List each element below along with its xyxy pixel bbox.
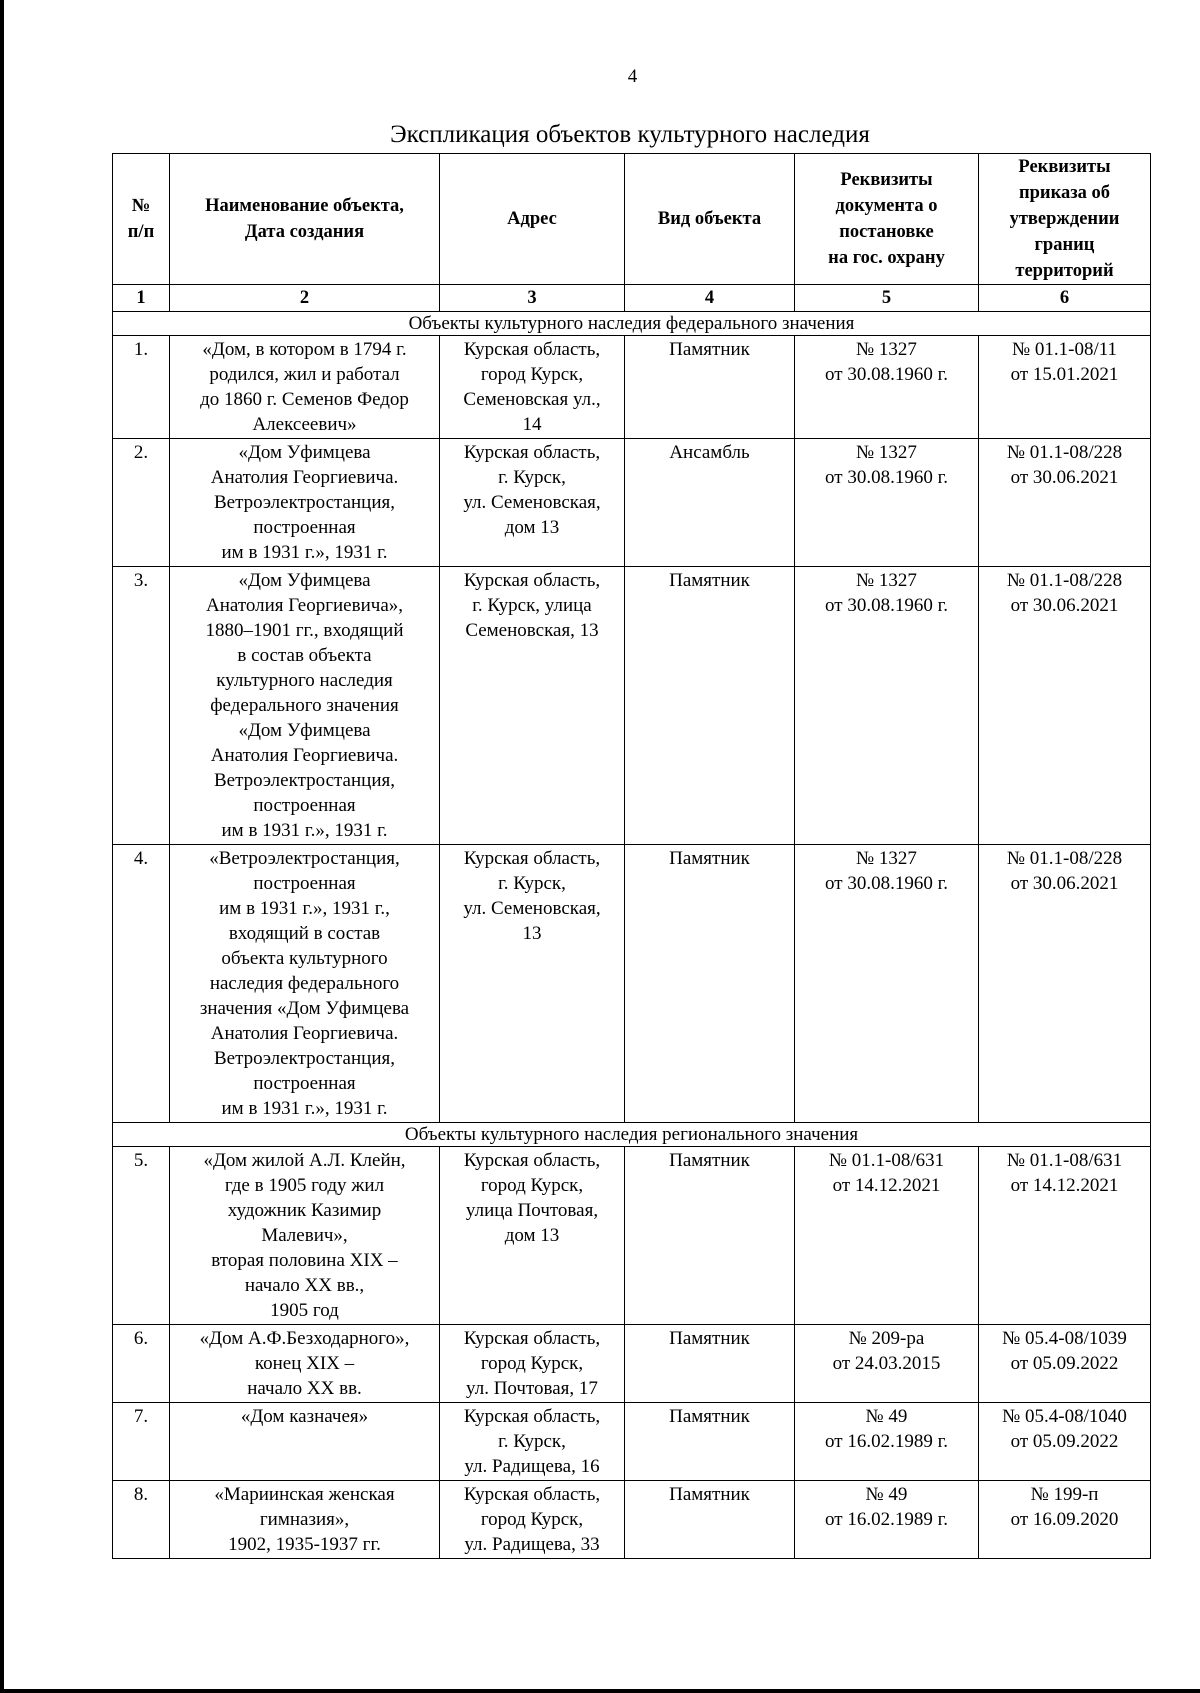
cell-name-line: Малевич», [261, 1225, 348, 1246]
table-row [113, 845, 1151, 1123]
cell-boundary-order-line: от 30.06.2021 [1010, 595, 1119, 616]
cell-address-line: 14 [522, 414, 542, 435]
cell-boundary-order [979, 1147, 1151, 1325]
cell-protection-doc-line: № 49 [865, 1406, 908, 1427]
cell-protection-doc-line: № 1327 [856, 339, 917, 360]
cell-name-line: 1905 год [270, 1300, 339, 1321]
column-header-protection-doc-line: на гос. охрану [828, 248, 945, 268]
header-row [113, 154, 1151, 285]
cell-protection-doc-line: от 16.02.1989 г. [825, 1509, 948, 1530]
cell-boundary-order-line: № 01.1-08/228 [1006, 570, 1123, 591]
cell-name [170, 845, 440, 1123]
cell-protection-doc-line: № 49 [865, 1484, 908, 1505]
cell-address-line: город Курск, [480, 1353, 584, 1374]
table-row [113, 439, 1151, 567]
cell-name-line: «Дом, в котором в 1794 г. [202, 339, 407, 360]
cell-protection-doc-line: от 14.12.2021 [832, 1175, 941, 1196]
column-header-number-line: п/п [127, 222, 155, 242]
cell-type: Памятник [625, 1325, 795, 1403]
cell-boundary-order [979, 567, 1151, 845]
cell-address-line: Курская область, [463, 1150, 601, 1171]
cell-protection-doc-line: от 16.02.1989 г. [825, 1431, 948, 1452]
column-header-address [440, 154, 625, 285]
cell-name-line: Алексеевич» [252, 414, 357, 435]
cell-type: Ансамбль [625, 439, 795, 567]
column-header-name-line: Дата создания [244, 222, 365, 242]
cell-boundary-order-line: № 01.1-08/228 [1006, 442, 1123, 463]
cell-boundary-order-line: № 01.1-08/228 [1006, 848, 1123, 869]
table-row [113, 567, 1151, 845]
cell-address-line: 13 [522, 923, 542, 944]
column-header-name [170, 154, 440, 285]
cell-boundary-order-line: от 30.06.2021 [1010, 467, 1119, 488]
cell-address-line: Семеновская, 13 [465, 620, 599, 641]
column-header-number-line: № [131, 196, 151, 216]
cell-name-line: им в 1931 г.», 1931 г. [221, 820, 388, 841]
cell-protection-doc [795, 845, 979, 1123]
column-header-protection-doc-line: документа о [835, 196, 938, 216]
cell-address [440, 567, 625, 845]
cell-type: Памятник [625, 845, 795, 1123]
cell-address-line: г. Курск, [498, 467, 566, 488]
cell-address-line: Курская область, [463, 1406, 601, 1427]
cell-number: 5. [113, 1147, 170, 1325]
cell-address [440, 1403, 625, 1481]
cell-name-line: гимназия», [259, 1509, 350, 1530]
cell-number: 8. [113, 1481, 170, 1559]
page-number: 4 [627, 66, 638, 87]
cell-boundary-order-line: от 05.09.2022 [1010, 1353, 1119, 1374]
cell-number: 3. [113, 567, 170, 845]
cell-boundary-order-line: от 14.12.2021 [1010, 1175, 1119, 1196]
document-title: Экспликация объектов культурного наследия [390, 121, 870, 148]
cell-address-line: Курская область, [463, 442, 601, 463]
cell-address-line: г. Курск, [498, 1431, 566, 1452]
cell-name-line: Ветроэлектростанция, [214, 770, 395, 791]
cell-name-line: Анатолия Георгиевича», [205, 595, 403, 616]
cell-name-line: культурного наследия [216, 670, 393, 691]
table-row [113, 336, 1151, 439]
cell-address-line: ул. Семеновская, [463, 898, 601, 919]
cell-name-line: наследия федерального [209, 973, 400, 994]
cell-address-line: ул. Семеновская, [463, 492, 601, 513]
cell-address-line: Курская область, [463, 848, 601, 869]
table-row [113, 1147, 1151, 1325]
column-header-boundary-order [979, 154, 1151, 285]
cell-protection-doc [795, 439, 979, 567]
column-header-boundary-order-line: территорий [1015, 261, 1114, 281]
cell-name-line: построенная [253, 873, 356, 894]
cell-address-line: Семеновская ул., [463, 389, 601, 410]
cell-boundary-order [979, 439, 1151, 567]
column-number: 4 [625, 285, 795, 312]
cell-name-line: начало XX вв., [244, 1275, 365, 1296]
cell-name-line: построенная [253, 1073, 356, 1094]
column-header-type [625, 154, 795, 285]
cell-name [170, 567, 440, 845]
cell-name-line: значения «Дом Уфимцева [199, 998, 410, 1019]
cell-address-line: г. Курск, [498, 873, 566, 894]
cell-number: 1. [113, 336, 170, 439]
cell-protection-doc [795, 1147, 979, 1325]
cell-boundary-order [979, 845, 1151, 1123]
cell-boundary-order-line: от 05.09.2022 [1010, 1431, 1119, 1452]
cell-name-line: «Дом А.Ф.Безходарного», [199, 1328, 410, 1349]
cell-name-line: «Дом Уфимцева [238, 442, 371, 463]
cell-boundary-order-line: от 15.01.2021 [1010, 364, 1119, 385]
cell-boundary-order [979, 1481, 1151, 1559]
column-number-row [113, 285, 1151, 312]
cell-address-line: город Курск, [480, 364, 584, 385]
cell-name-line: «Дом Уфимцева [238, 720, 371, 741]
cell-name-line: «Дом жилой А.Л. Клейн, [203, 1150, 406, 1171]
table-row [113, 1403, 1151, 1481]
column-header-boundary-order-line: Реквизиты [1018, 157, 1111, 177]
cell-name-line: им в 1931 г.», 1931 г. [221, 542, 388, 563]
column-number: 6 [979, 285, 1151, 312]
cell-address [440, 439, 625, 567]
cell-name-line: «Дом казначея» [240, 1406, 369, 1427]
column-number: 2 [170, 285, 440, 312]
cell-name-line: Ветроэлектростанция, [214, 492, 395, 513]
cell-protection-doc-line: от 24.03.2015 [832, 1353, 941, 1374]
cell-number: 2. [113, 439, 170, 567]
column-header-protection-doc [795, 154, 979, 285]
cell-address-line: Курская область, [463, 1328, 601, 1349]
cell-name-line: 1902, 1935-1937 гг. [228, 1534, 381, 1555]
cell-boundary-order [979, 1325, 1151, 1403]
cell-address-line: город Курск, [480, 1509, 584, 1530]
cell-address-line: Курская область, [463, 1484, 601, 1505]
cell-address-line: ул. Почтовая, 17 [466, 1378, 598, 1399]
cell-name-line: «Дом Уфимцева [238, 570, 371, 591]
column-header-protection-doc-line: постановке [839, 222, 934, 242]
cell-address [440, 845, 625, 1123]
cell-name-line: построенная [253, 795, 356, 816]
cell-name-line: построенная [253, 517, 356, 538]
cell-name [170, 1403, 440, 1481]
cell-name-line: художник Казимир [227, 1200, 382, 1221]
cell-number: 4. [113, 845, 170, 1123]
table-row [113, 1481, 1151, 1559]
table-row [113, 1325, 1151, 1403]
cell-name-line: им в 1931 г.», 1931 г. [221, 1098, 388, 1119]
cell-address [440, 1147, 625, 1325]
column-header-boundary-order-line: приказа об [1018, 183, 1111, 203]
cell-protection-doc-line: от 30.08.1960 г. [825, 595, 948, 616]
cell-boundary-order-line: № 05.4-08/1040 [1002, 1406, 1127, 1427]
cell-number: 7. [113, 1403, 170, 1481]
column-header-type-line: Вид объекта [657, 209, 762, 229]
section-title: Объекты культурного наследия регионального значения [113, 1123, 1151, 1147]
column-header-boundary-order-line: границ [1034, 235, 1095, 255]
cell-boundary-order-line: от 16.09.2020 [1010, 1509, 1119, 1530]
cell-protection-doc-line: от 30.08.1960 г. [825, 364, 948, 385]
scan-edge-bottom [0, 1689, 1200, 1693]
cell-name-line: входящий в состав [228, 923, 381, 944]
cell-address-line: улица Почтовая, [465, 1200, 599, 1221]
table-header [113, 154, 1151, 312]
cell-address-line: дом 13 [504, 517, 560, 538]
cell-name-line: где в 1905 году жил [224, 1175, 385, 1196]
cell-name-line: начало XX вв. [247, 1378, 362, 1399]
column-number: 5 [795, 285, 979, 312]
cell-address-line: Курская область, [463, 570, 601, 591]
cell-type: Памятник [625, 1481, 795, 1559]
cell-name-line: до 1860 г. Семенов Федор [200, 389, 409, 410]
table-body [113, 312, 1151, 1559]
cell-name-line: Ветроэлектростанция, [214, 1048, 395, 1069]
column-header-number [113, 154, 170, 285]
column-header-address-line: Адрес [507, 209, 557, 229]
cell-name-line: «Ветроэлектростанция, [209, 848, 400, 869]
cell-address [440, 1481, 625, 1559]
cell-boundary-order-line: № 01.1-08/11 [1011, 339, 1118, 360]
cell-name-line: вторая половина XIX – [211, 1250, 398, 1271]
cell-type: Памятник [625, 567, 795, 845]
cell-protection-doc [795, 336, 979, 439]
cell-name-line: 1880–1901 гг., входящий [205, 620, 404, 641]
cell-boundary-order-line: № 05.4-08/1039 [1002, 1328, 1127, 1349]
cell-protection-doc [795, 1325, 979, 1403]
column-number: 1 [113, 285, 170, 312]
cell-address-line: Курская область, [463, 339, 601, 360]
cell-boundary-order [979, 336, 1151, 439]
cell-name-line: Анатолия Георгиевича. [210, 1023, 399, 1044]
cell-address [440, 1325, 625, 1403]
section-row [113, 312, 1151, 336]
cell-name [170, 1325, 440, 1403]
column-header-boundary-order-line: утверждении [1009, 209, 1120, 229]
cell-name-line: объекта культурного [221, 948, 388, 969]
cell-name-line: родился, жил и работал [209, 364, 400, 385]
cell-protection-doc [795, 567, 979, 845]
cell-boundary-order [979, 1403, 1151, 1481]
cell-name [170, 336, 440, 439]
cell-address-line: дом 13 [504, 1225, 560, 1246]
cell-name-line: в состав объекта [237, 645, 372, 666]
cell-boundary-order-line: № 01.1-08/631 [1006, 1150, 1123, 1171]
cell-protection-doc-line: № 1327 [856, 848, 917, 869]
cell-name [170, 1481, 440, 1559]
cell-boundary-order-line: № 199-п [1030, 1484, 1099, 1505]
heritage-table [112, 153, 1151, 1559]
cell-protection-doc-line: № 209-ра [848, 1328, 925, 1349]
column-header-protection-doc-line: Реквизиты [840, 170, 933, 190]
cell-protection-doc-line: № 1327 [856, 570, 917, 591]
section-title: Объекты культурного наследия федерального значения [113, 312, 1151, 336]
cell-protection-doc-line: № 01.1-08/631 [828, 1150, 945, 1171]
cell-name-line: федерального значения [210, 695, 399, 716]
cell-name-line: «Мариинская женская [214, 1484, 395, 1505]
cell-protection-doc [795, 1481, 979, 1559]
cell-name-line: Анатолия Георгиевича. [210, 467, 399, 488]
cell-protection-doc-line: № 1327 [856, 442, 917, 463]
section-row [113, 1123, 1151, 1147]
cell-name-line: им в 1931 г.», 1931 г., [219, 898, 390, 919]
cell-address-line: г. Курск, улица [472, 595, 592, 616]
cell-boundary-order-line: от 30.06.2021 [1010, 873, 1119, 894]
cell-name-line: Анатолия Георгиевича. [210, 745, 399, 766]
cell-name [170, 439, 440, 567]
cell-protection-doc [795, 1403, 979, 1481]
cell-name [170, 1147, 440, 1325]
cell-type: Памятник [625, 336, 795, 439]
column-number: 3 [440, 285, 625, 312]
cell-address-line: ул. Радищева, 33 [464, 1534, 600, 1555]
cell-name-line: конец XIX – [254, 1353, 355, 1374]
cell-number: 6. [113, 1325, 170, 1403]
scan-edge-left [0, 0, 4, 1693]
cell-address-line: ул. Радищева, 16 [464, 1456, 600, 1477]
cell-type: Памятник [625, 1403, 795, 1481]
cell-address-line: город Курск, [480, 1175, 584, 1196]
cell-type: Памятник [625, 1147, 795, 1325]
cell-protection-doc-line: от 30.08.1960 г. [825, 873, 948, 894]
cell-address [440, 336, 625, 439]
column-header-name-line: Наименование объекта, [205, 196, 404, 216]
cell-protection-doc-line: от 30.08.1960 г. [825, 467, 948, 488]
